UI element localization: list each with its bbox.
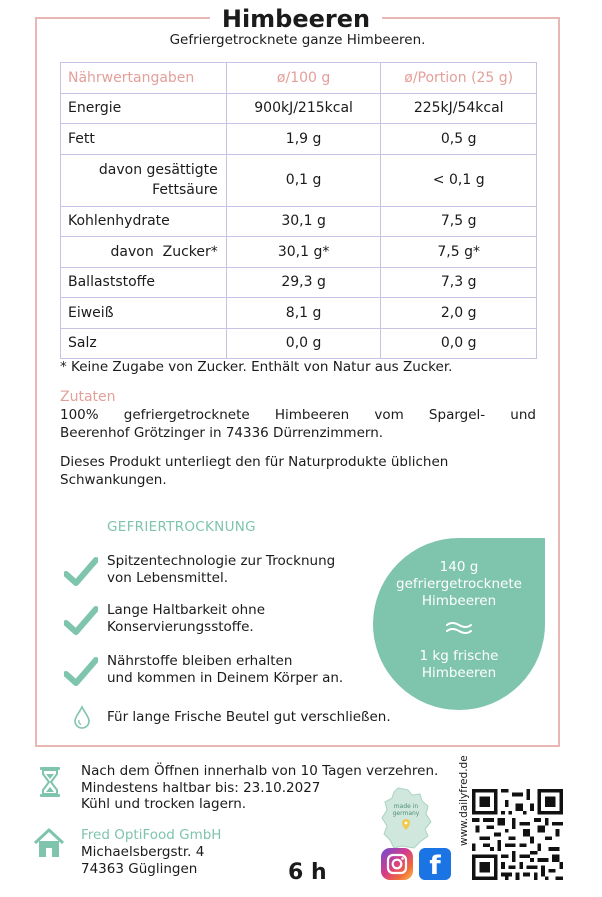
- feature-line2: Konservierungsstoffe.: [107, 619, 254, 635]
- table-row: [61, 154, 537, 206]
- ingredients-line1: 100% gefriergetrocknete Himbeeren vom Spargel- und: [60, 407, 536, 423]
- facebook-icon[interactable]: f: [419, 848, 451, 880]
- table-row: [61, 237, 537, 268]
- house-icon: [33, 828, 65, 858]
- conversion-dried: [373, 559, 545, 610]
- conversion-line1: 140 g: [439, 559, 479, 575]
- feature-line1: Nährstoffe bleiben erhalten: [107, 653, 293, 669]
- row-per100: 30,1 g*: [226, 237, 381, 268]
- row-label: Fett: [61, 124, 227, 155]
- row-portion: 7,5 g: [381, 206, 537, 237]
- drop-icon: [73, 705, 91, 729]
- storage-line3: Kühl und trocken lagern.: [81, 796, 247, 812]
- storage-line1: Nach dem Öffnen innerhalb von 10 Tagen verzehren.: [81, 763, 439, 779]
- company-city: 74363 Güglingen: [81, 861, 198, 877]
- row-label: [61, 154, 227, 206]
- table-row: [61, 328, 537, 359]
- row-per100: 0,1 g: [226, 154, 381, 206]
- row-label: Kohlenhydrate: [61, 206, 227, 237]
- row-per100: 29,3 g: [226, 267, 381, 298]
- row-per100: 30,1 g: [226, 206, 381, 237]
- row-portion: 0,0 g: [381, 328, 537, 359]
- conversion-line2: gefriergetrocknete: [396, 576, 522, 592]
- feature-item: [107, 553, 397, 587]
- check-icon: [64, 557, 98, 587]
- ingredients-heading: Zutaten: [60, 389, 116, 405]
- notice-line1: Dieses Produkt unterliegt den für Naturprodukte üblichen: [60, 454, 449, 470]
- approx-equal-icon: [445, 620, 473, 636]
- check-icon: [64, 657, 98, 687]
- freeze-drying-heading: GEFRIERTROCKNUNG: [107, 519, 256, 535]
- conversion-fresh: [373, 648, 545, 682]
- row-portion: 7,3 g: [381, 267, 537, 298]
- nutrition-header-per100: ø/100 g: [226, 63, 381, 94]
- row-label: Eiweiß: [61, 298, 227, 329]
- company-name: Fred OptiFood GmbH: [81, 827, 222, 843]
- made-in-line1: made in: [393, 803, 419, 810]
- row-per100: 1,9 g: [226, 124, 381, 155]
- nutrition-header-portion: ø/Portion (25 g): [381, 63, 537, 94]
- product-title: Himbeeren: [210, 4, 382, 34]
- conversion-badge: [373, 538, 545, 710]
- feature-line1: Lange Haltbarkeit ohne: [107, 602, 266, 618]
- natural-variation-notice: [60, 453, 536, 489]
- row-label: Energie: [61, 93, 227, 124]
- ingredients-text: [60, 406, 536, 442]
- row-portion: < 0,1 g: [381, 154, 537, 206]
- instagram-icon[interactable]: [381, 848, 413, 880]
- hours-label: 6 h: [288, 860, 327, 885]
- company-address: [81, 827, 221, 878]
- row-portion: 0,5 g: [381, 124, 537, 155]
- row-per100: 8,1 g: [226, 298, 381, 329]
- row-per100: 0,0 g: [226, 328, 381, 359]
- row-portion: 7,5 g*: [381, 237, 537, 268]
- table-row: [61, 93, 537, 124]
- row-label-line2: Fettsäure: [152, 182, 218, 198]
- row-portion: 225kJ/54kcal: [381, 93, 537, 124]
- conversion-line3: Himbeeren: [421, 593, 497, 609]
- feature-line2: und kommen in Deinem Körper an.: [107, 670, 344, 686]
- table-row: [61, 298, 537, 329]
- row-label: davon Zucker*: [61, 237, 227, 268]
- table-row: [61, 124, 537, 155]
- feature-line2: von Lebensmittel.: [107, 570, 228, 586]
- hourglass-icon: [38, 766, 62, 798]
- check-icon: [64, 606, 98, 636]
- row-label: Salz: [61, 328, 227, 359]
- best-before: Mindestens haltbar bis: 23.10.2027: [81, 779, 321, 796]
- notice-line2: Schwankungen.: [60, 472, 167, 488]
- feature-item: [107, 653, 397, 687]
- table-row: [61, 206, 537, 237]
- feature-line1: Spitzentechnologie zur Trocknung: [107, 553, 336, 569]
- conversion-line5: Himbeeren: [421, 665, 497, 681]
- nutrition-header-row: [61, 63, 537, 94]
- website-link[interactable]: www.dailyfred.de: [458, 755, 470, 846]
- conversion-line4: 1 kg frische: [419, 648, 499, 664]
- freshness-note: Für lange Frische Beutel gut verschließen.: [107, 709, 391, 725]
- row-portion: 2,0 g: [381, 298, 537, 329]
- germany-map-icon: [378, 786, 434, 850]
- row-per100: 900kJ/215kcal: [226, 93, 381, 124]
- nutrition-header-label: Nährwertangaben: [61, 63, 227, 94]
- product-subtitle: Gefriergetrocknete ganze Himbeeren.: [169, 32, 426, 48]
- feature-item: [107, 602, 397, 636]
- row-label: Ballaststoffe: [61, 267, 227, 298]
- made-in-line2: germany: [392, 810, 420, 817]
- row-label-line1: davon gesättigte: [98, 162, 218, 178]
- table-row: [61, 267, 537, 298]
- ingredients-line2: Beerenhof Grötzinger in 74336 Dürrenzimmern.: [60, 425, 384, 441]
- company-street: Michaelsbergstr. 4: [81, 844, 205, 860]
- nutrition-table: [60, 62, 537, 359]
- sugar-footnote: * Keine Zugabe von Zucker. Enthält von Natur aus Zucker.: [60, 359, 453, 375]
- qr-code[interactable]: [472, 789, 563, 880]
